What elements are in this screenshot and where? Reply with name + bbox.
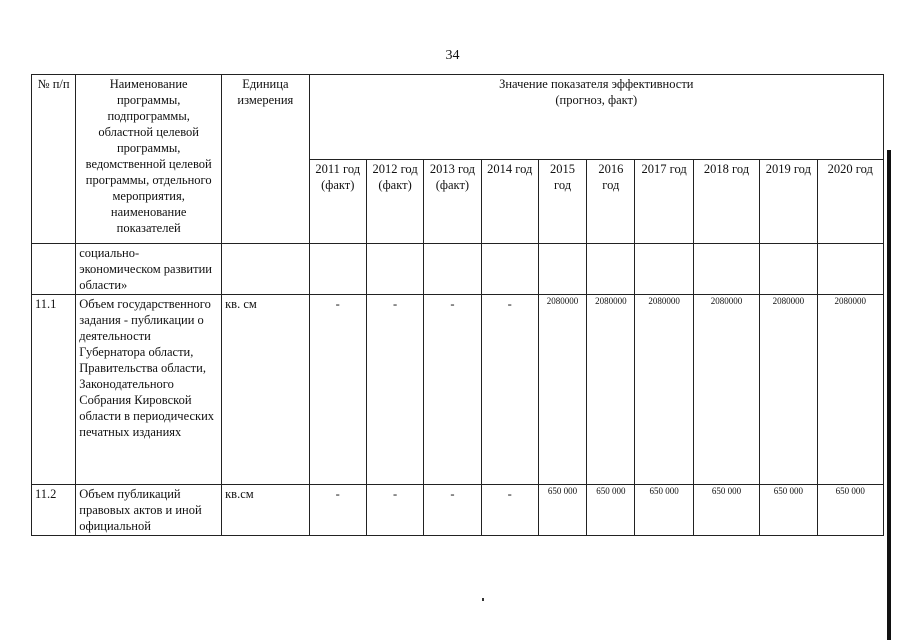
row-unit	[222, 244, 310, 295]
row-name: социально-экономическом развитии области»	[76, 244, 222, 295]
row-value: 2080000	[635, 295, 693, 485]
header-year: 2019 год	[760, 159, 817, 244]
scan-speck	[482, 598, 484, 601]
page-number: 34	[445, 48, 460, 63]
row-value: -	[366, 485, 423, 536]
row-value: 650 000	[817, 485, 884, 536]
header-value-group-note: (прогноз, факт)	[555, 93, 638, 107]
row-value: 2080000	[693, 295, 759, 485]
row-name: Объем государственного задания - публикации о деятельности Губернатора области, Правительства области, Законодательного Собрания Кировской области в периодических печатных изданиях	[76, 295, 222, 485]
row-value	[424, 244, 481, 295]
row-value	[760, 244, 817, 295]
row-unit: кв.см	[222, 485, 310, 536]
row-value: 650 000	[538, 485, 586, 536]
header-year: 2014 год	[481, 159, 538, 244]
indicator-table	[31, 74, 884, 536]
table-row	[32, 244, 884, 295]
row-number: 11.1	[32, 295, 76, 485]
row-value: 650 000	[760, 485, 817, 536]
row-value	[538, 244, 586, 295]
row-value: -	[309, 295, 366, 485]
row-value: -	[366, 295, 423, 485]
row-value: 2080000	[817, 295, 884, 485]
row-value: 650 000	[693, 485, 759, 536]
row-value: -	[424, 295, 481, 485]
header-year: 2017 год	[635, 159, 693, 244]
row-value: 650 000	[587, 485, 635, 536]
row-value	[817, 244, 884, 295]
row-value	[587, 244, 635, 295]
scan-edge-line	[887, 150, 891, 640]
row-value: 2080000	[760, 295, 817, 485]
table-row	[32, 485, 884, 536]
header-year: 2020 год	[817, 159, 884, 244]
header-value-group	[309, 75, 883, 160]
header-no: № п/п	[32, 75, 76, 244]
row-name: Объем публикаций правовых актов и иной официальной	[76, 485, 222, 536]
header-year: 2015 год	[538, 159, 586, 244]
table-row	[32, 295, 884, 485]
row-value	[635, 244, 693, 295]
header-year: 2018 год	[693, 159, 759, 244]
row-unit: кв. см	[222, 295, 310, 485]
row-number	[32, 244, 76, 295]
header-year: 2016 год	[587, 159, 635, 244]
row-value	[481, 244, 538, 295]
row-value	[693, 244, 759, 295]
row-value: -	[309, 485, 366, 536]
header-year: 2013 год (факт)	[424, 159, 481, 244]
header-year: 2012 год (факт)	[366, 159, 423, 244]
row-value	[309, 244, 366, 295]
row-value: 650 000	[635, 485, 693, 536]
row-value: 2080000	[538, 295, 586, 485]
row-value	[366, 244, 423, 295]
header-unit: Единица измерения	[222, 75, 310, 244]
header-name: Наименование программы, подпрограммы, областной целевой программы, ведомственной целевой программы, отдельного мероприятия, наименование показателей	[76, 75, 222, 244]
row-value: -	[481, 485, 538, 536]
row-value: 2080000	[587, 295, 635, 485]
header-value-group-title: Значение показателя эффективности	[499, 77, 694, 91]
row-number: 11.2	[32, 485, 76, 536]
header-row-1	[32, 75, 884, 160]
row-value: -	[481, 295, 538, 485]
header-year: 2011 год (факт)	[309, 159, 366, 244]
row-value: -	[424, 485, 481, 536]
